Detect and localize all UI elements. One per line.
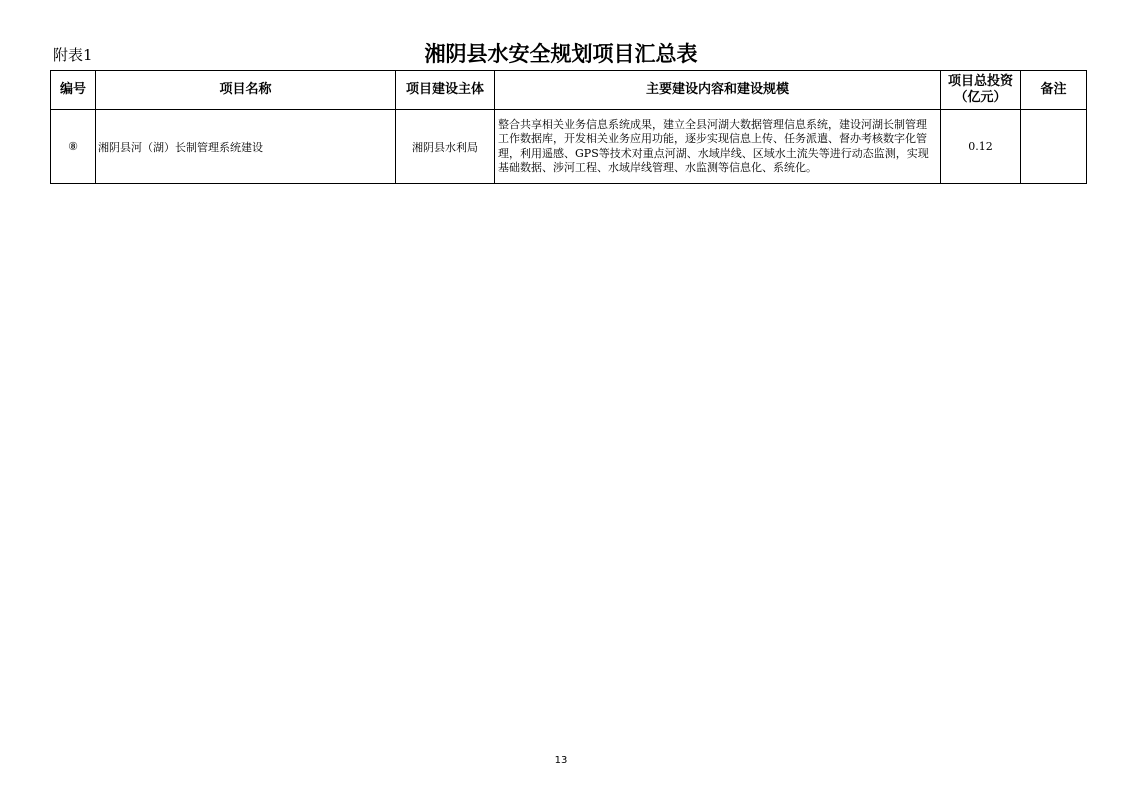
column-header-number: 编号: [51, 71, 96, 110]
column-header-remarks: 备注: [1021, 71, 1087, 110]
column-header-project-name: 项目名称: [96, 71, 396, 110]
cell-total-investment: 0.12: [941, 110, 1021, 184]
cell-main-content: 整合共享相关业务信息系统成果，建立全县河湖大数据管理信息系统，建设河湖长制管理工作数据库，开发相关业务应用功能，逐步实现信息上传、任务派遣、督办考核数字化管理，利用遥感、GPS等技术对重点河湖、水域岸线、区域水土流失等进行动态监测，实现基础数据、涉河工程、水域岸线管理、水监测等信息化、系统化。: [495, 110, 941, 184]
cell-project-name: 湘阴县河（湖）长制管理系统建设: [96, 110, 396, 184]
table-row: [51, 110, 1087, 184]
cell-construction-unit: 湘阴县水利局: [396, 110, 495, 184]
project-summary-table: [50, 70, 1087, 184]
page-number: 13: [554, 755, 568, 766]
column-header-main-content: 主要建设内容和建设规模: [495, 71, 941, 110]
page-title: 湘阴县水安全规划项目汇总表: [424, 42, 698, 66]
column-header-total-investment: 项目总投资（亿元）: [941, 71, 1021, 110]
cell-number: ⑧: [51, 110, 96, 184]
table-header-row: [51, 71, 1087, 110]
cell-remarks: [1021, 110, 1087, 184]
appendix-label: 附表1: [53, 46, 93, 64]
column-header-construction-unit: 项目建设主体: [396, 71, 495, 110]
